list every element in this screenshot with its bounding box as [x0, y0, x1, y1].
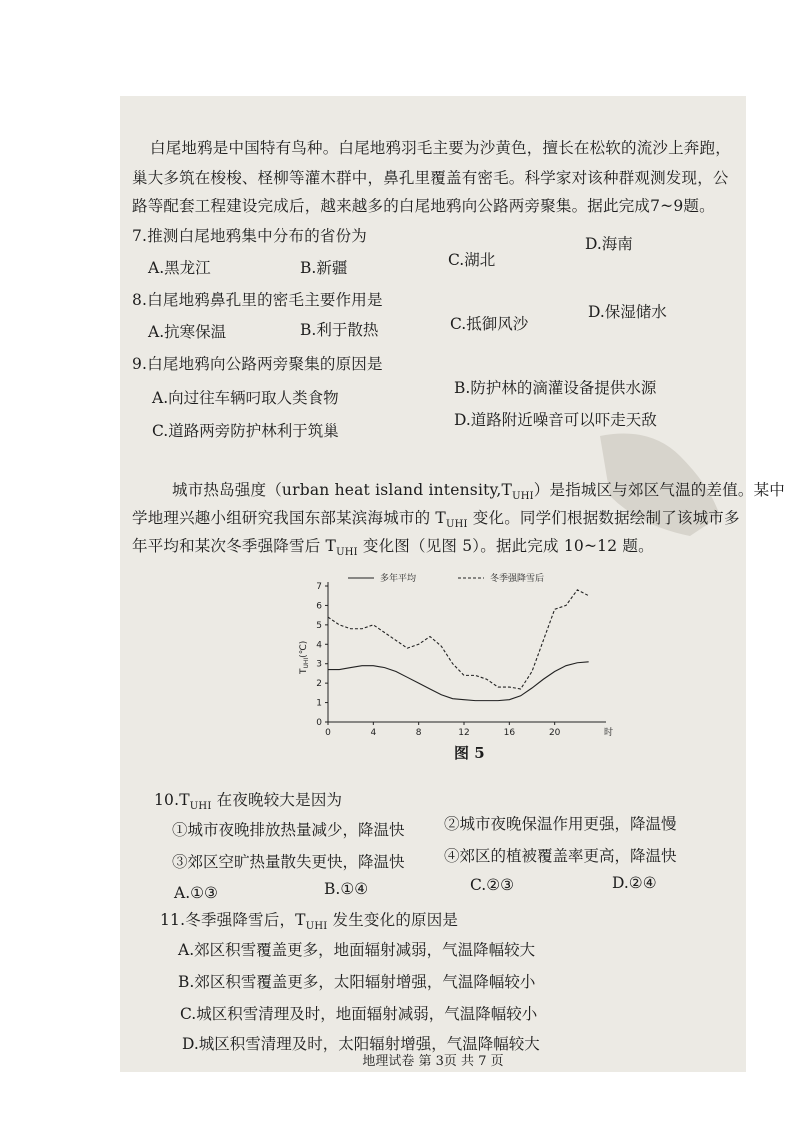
intro2-line2-text: 学地理兴趣小组研究我国东部某滨海城市的 T	[132, 509, 446, 527]
x-tick-label: 4	[370, 728, 377, 738]
q7-option-d: D.海南	[585, 235, 633, 253]
q10-stem-sub: UHI	[189, 801, 212, 813]
q10-stem-prefix: 10.T	[154, 791, 190, 809]
y-tick-label: 1	[316, 698, 322, 709]
q10-option-a: A.①③	[174, 884, 218, 902]
q8-stem: 8.白尾地鸦鼻孔里的密毛主要作用是	[132, 291, 383, 309]
q10-statement-2: ②城市夜晚保温作用更强，降温慢	[444, 815, 677, 833]
intro1-line2: 巢大多筑在梭梭、柽柳等灌木群中，鼻孔里覆盖有密毛。科学家对该种群观测发现，公	[132, 169, 729, 187]
exam-page	[120, 96, 785, 1072]
intro2-line3	[132, 534, 654, 558]
x-tick-label: 8	[415, 728, 422, 738]
x-tick-label: 16	[503, 728, 516, 738]
q11-stem	[160, 908, 458, 932]
q7-option-a: A.黑龙江	[148, 259, 211, 277]
q8-option-d: D.保湿储水	[588, 303, 667, 321]
intro2-line2-sub: UHI	[445, 519, 468, 531]
q9-option-a: A.向过往车辆叼取人类食物	[152, 389, 339, 407]
series-line-multi-year-average	[328, 662, 589, 701]
figure-5-chart	[292, 570, 632, 740]
q11-option-b: B.郊区积雪覆盖更多，太阳辐射增强，气温降幅较小	[178, 973, 536, 991]
q10-statement-4: ④郊区的植被覆盖率更高，降温快	[444, 847, 677, 865]
q11-option-c: C.城区积雪清理及时，地面辐射减弱，气温降幅较小	[180, 1005, 538, 1023]
intro1-line3: 路等配套工程建设完成后，越来越多的白尾地鸦向公路两旁聚集。据此完成7~9题。	[132, 197, 715, 215]
q10-stem-rest: 在夜晚较大是因为	[211, 791, 343, 809]
q10-option-b: B.①④	[324, 880, 369, 898]
q10-option-d: D.②④	[612, 874, 657, 892]
y-tick-label: 0	[316, 718, 322, 728]
legend-label-0: 多年平均	[380, 574, 417, 584]
intro2-line1-end: ）是指城区与郊区气温的差值。某中	[533, 481, 785, 499]
intro2-line3-text: 年平均和某次冬季强降雪后 T	[132, 537, 337, 555]
q10-stem	[154, 788, 342, 812]
q8-option-c: C.抵御风沙	[450, 315, 529, 333]
q11-stem-prefix: 11.冬季强降雪后，T	[160, 911, 306, 929]
y-tick-label: 7	[316, 582, 322, 592]
q8-option-b: B.利于散热	[300, 321, 379, 339]
q7-stem: 7.推测白尾地鸦集中分布的省份为	[132, 227, 367, 245]
q11-stem-sub: UHI	[305, 921, 328, 933]
q11-option-d: D.城区积雪清理及时，太阳辐射增强，气温降幅较大	[182, 1035, 540, 1053]
intro2-line1	[172, 478, 785, 502]
y-tick-label: 3	[316, 659, 322, 670]
intro2-line3-end: 变化图（见图 5）。据此完成 10~12 题。	[357, 537, 654, 555]
q10-option-c: C.②③	[470, 876, 515, 894]
q10-statement-3: ③郊区空旷热量散失更快，降温快	[172, 853, 405, 871]
y-tick-label: 4	[316, 640, 322, 651]
q9-option-b: B.防护林的滴灌设备提供水源	[454, 379, 657, 397]
intro2-line3-sub: UHI	[336, 547, 358, 559]
intro1-line1: 白尾地鸦是中国特有鸟种。白尾地鸦羽毛主要为沙黄色，擅长在松软的流沙上奔跑，	[150, 139, 731, 157]
intro2-line2	[132, 506, 740, 530]
intro2-line1-text: 城市热岛强度（urban heat island intensity,T	[172, 481, 513, 499]
q9-option-d: D.道路附近噪音可以吓走天敌	[454, 411, 657, 429]
q11-stem-rest: 发生变化的原因是	[327, 911, 459, 929]
y-axis-label	[299, 641, 310, 675]
intro2-line1-sub: UHI	[512, 491, 534, 503]
q7-option-b: B.新疆	[300, 259, 348, 277]
y-tick-label: 5	[316, 620, 322, 631]
q11-option-a: A.郊区积雪覆盖更多，地面辐射减弱，气温降幅较大	[178, 941, 536, 959]
q10-statement-1: ①城市夜晚排放热量减少，降温快	[172, 821, 405, 839]
y-tick-label: 6	[316, 601, 322, 612]
y-axis-label-sub: UHI	[303, 657, 310, 669]
x-tick-label: 0	[325, 728, 331, 738]
x-tick-label: 12	[458, 728, 470, 738]
x-tick-label: 20	[548, 728, 561, 738]
intro2-line2-end: 变化。同学们根据数据绘制了该城市多	[467, 509, 740, 527]
y-axis-label-main: T	[299, 668, 309, 674]
q9-stem: 9.白尾地鸦向公路两旁聚集的原因是	[132, 355, 383, 373]
x-axis-end-label: 时	[604, 728, 614, 738]
q9-option-c: C.道路两旁防护林利于筑巢	[152, 422, 339, 440]
q8-option-a: A.抗寒保温	[148, 323, 227, 341]
figure-caption: 图 5	[454, 744, 485, 762]
y-tick-label: 2	[316, 679, 322, 690]
page-footer: 地理试卷 第 3页 共 7 页	[362, 1054, 504, 1069]
q7-option-c: C.湖北	[448, 251, 496, 269]
y-axis-label-unit: (℃)	[299, 640, 309, 658]
legend-label-1: 冬季强降雪后	[490, 574, 545, 584]
series-line-after-snowfall	[328, 590, 589, 689]
